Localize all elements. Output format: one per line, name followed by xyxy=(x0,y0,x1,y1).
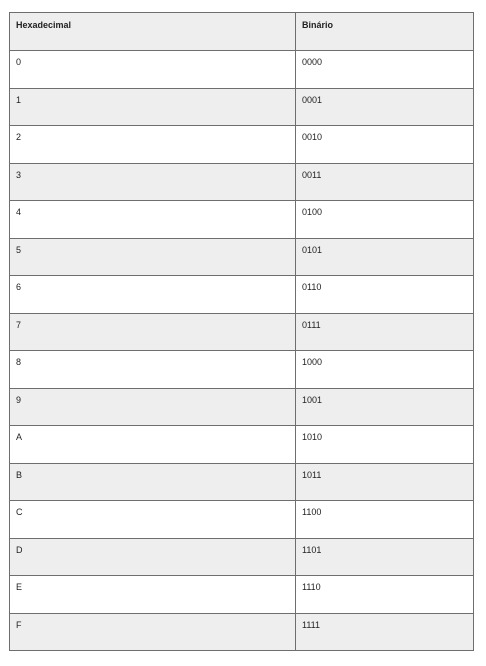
cell-binario: 0011 xyxy=(296,163,474,201)
cell-hexadecimal: 1 xyxy=(10,88,296,126)
table-row xyxy=(10,313,474,351)
table-row xyxy=(10,163,474,201)
cell-binario: 0010 xyxy=(296,126,474,164)
cell-hexadecimal: B xyxy=(10,463,296,501)
cell-hexadecimal: 2 xyxy=(10,126,296,164)
table-row xyxy=(10,351,474,389)
cell-hexadecimal: A xyxy=(10,426,296,464)
cell-hexadecimal: 8 xyxy=(10,351,296,389)
cell-binario: 1000 xyxy=(296,351,474,389)
cell-binario: 0000 xyxy=(296,51,474,89)
cell-hexadecimal: 3 xyxy=(10,163,296,201)
cell-hexadecimal: 9 xyxy=(10,388,296,426)
cell-binario: 0001 xyxy=(296,88,474,126)
cell-binario: 1011 xyxy=(296,463,474,501)
cell-binario: 1010 xyxy=(296,426,474,464)
table-row xyxy=(10,501,474,539)
table-row xyxy=(10,238,474,276)
cell-binario: 0101 xyxy=(296,238,474,276)
cell-hexadecimal: 0 xyxy=(10,51,296,89)
cell-hexadecimal: 5 xyxy=(10,238,296,276)
cell-hexadecimal: E xyxy=(10,576,296,614)
cell-binario: 1101 xyxy=(296,538,474,576)
table-row xyxy=(10,463,474,501)
cell-hexadecimal: D xyxy=(10,538,296,576)
table-row xyxy=(10,538,474,576)
table-row xyxy=(10,88,474,126)
table-row xyxy=(10,576,474,614)
cell-binario: 0111 xyxy=(296,313,474,351)
cell-binario: 1001 xyxy=(296,388,474,426)
table-row xyxy=(10,276,474,314)
cell-binario: 0100 xyxy=(296,201,474,239)
table-body xyxy=(10,51,474,651)
table-row xyxy=(10,51,474,89)
table-header-row xyxy=(10,13,474,51)
table-row xyxy=(10,426,474,464)
cell-hexadecimal: 4 xyxy=(10,201,296,239)
cell-hexadecimal: F xyxy=(10,613,296,651)
cell-hexadecimal: 7 xyxy=(10,313,296,351)
cell-binario: 0110 xyxy=(296,276,474,314)
cell-binario: 1110 xyxy=(296,576,474,614)
table-row xyxy=(10,201,474,239)
cell-hexadecimal: 6 xyxy=(10,276,296,314)
cell-hexadecimal: C xyxy=(10,501,296,539)
header-binario: Binário xyxy=(296,13,474,51)
hex-binary-table xyxy=(9,12,474,651)
cell-binario: 1100 xyxy=(296,501,474,539)
table-row xyxy=(10,388,474,426)
hex-binary-table-container xyxy=(9,12,473,651)
table-row xyxy=(10,126,474,164)
header-hexadecimal: Hexadecimal xyxy=(10,13,296,51)
table-row xyxy=(10,613,474,651)
cell-binario: 1111 xyxy=(296,613,474,651)
